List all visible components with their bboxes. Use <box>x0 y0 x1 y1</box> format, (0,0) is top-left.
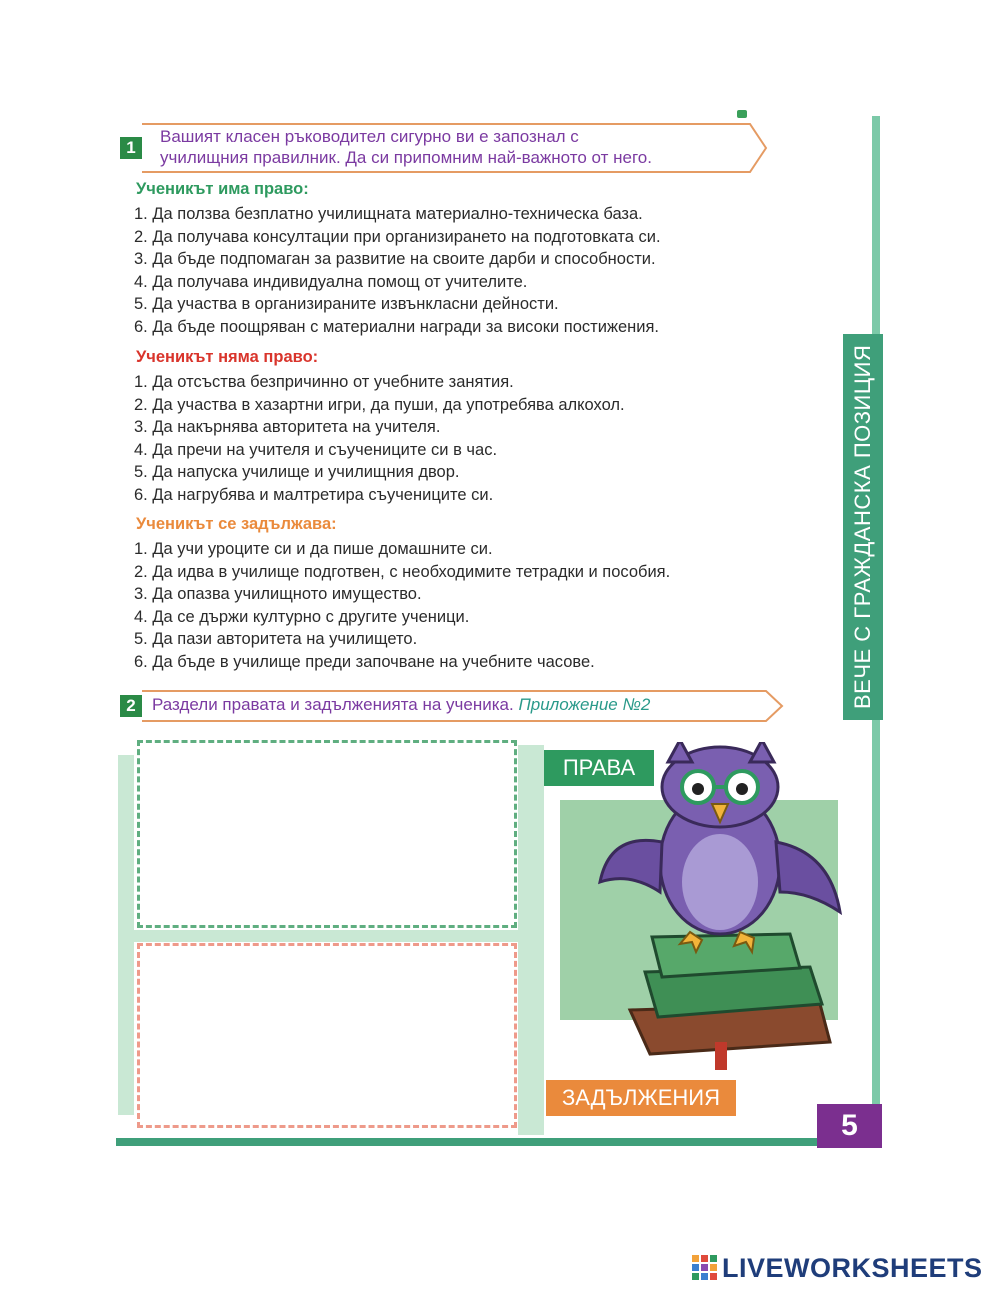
rights-item: 2. Да получава консултации при организирането на подготовката си. <box>134 227 661 246</box>
rights-item: 1. Да ползва безплатно училищната материално-техническа база. <box>134 205 643 223</box>
prohibitions-item: 6. Да нагрубява и малтретира съучениците си. <box>134 485 494 504</box>
duties-item: 6. Да бъде в училище преди започване на учебните часове. <box>134 652 595 671</box>
side-label: ВЕЧЕ С ГРАЖДАНСКА ПОЗИЦИЯ <box>850 344 875 710</box>
prohibitions-item: 1. Да отсъства безпричинно от учебните занятия. <box>134 373 514 391</box>
rights-item: 6. Да бъде поощряван с материални награди за високи постижения. <box>134 317 660 336</box>
liveworksheets-logo <box>692 1252 983 1284</box>
task2-text: Раздели правата и задълженията на ученика. <box>152 695 514 714</box>
task1-banner <box>120 120 770 180</box>
task2-instruction <box>152 694 650 716</box>
task1-instruction-line1: Вашият класен ръководител сигурно ви е запознал с <box>160 127 579 146</box>
prohibitions-item: 2. Да участва в хазартни игри, да пуши, да употребява алкохол. <box>134 395 625 414</box>
liveworksheets-logo-text: LIVEWORKSHEETS <box>722 1252 983 1283</box>
duties-item: 5. Да пази авторитета на училището. <box>134 630 418 648</box>
rights-item: 4. Да получава индивидуална помощ от учителите. <box>134 272 528 291</box>
duties-list <box>134 538 670 673</box>
duties-item: 1. Да учи уроците си и да пише домашните си. <box>134 540 493 558</box>
page-number: 5 <box>817 1104 882 1148</box>
prohibitions-list <box>134 371 625 506</box>
duties-item: 2. Да идва в училище подготвен, с необходимите тетрадки и пособия. <box>134 562 671 581</box>
duties-label: ЗАДЪЛЖЕНИЯ <box>546 1080 736 1116</box>
rights-item: 3. Да бъде подпомаган за развитие на своите дарби и способности. <box>134 250 656 268</box>
prohibitions-item: 3. Да накърнява авторитета на учителя. <box>134 418 441 436</box>
prohibitions-heading: Ученикът няма право: <box>136 348 319 366</box>
task1-number: 1 <box>120 137 142 159</box>
task2-number: 2 <box>120 695 142 717</box>
duties-drop-box[interactable] <box>137 943 517 1128</box>
prohibitions-item: 5. Да напуска училище и училищния двор. <box>134 463 460 481</box>
task1-instruction-line2: училищния правилник. Да си припомним най-важното от него. <box>160 148 652 167</box>
duties-heading: Ученикът се задължава: <box>136 515 337 533</box>
rights-list <box>134 203 661 338</box>
rights-drop-box[interactable] <box>137 740 517 928</box>
rights-item: 5. Да участва в организираните извънкласни дейности. <box>134 295 559 313</box>
owl-on-books-illustration <box>590 742 850 1072</box>
rights-heading: Ученикът има право: <box>136 180 309 198</box>
duties-item: 3. Да опазва училищното имущество. <box>134 585 422 603</box>
corner-mark <box>737 110 747 118</box>
task2-banner <box>120 688 790 724</box>
rights-label: ПРАВА <box>544 750 654 786</box>
sort-area-horizontal-strip <box>118 930 538 942</box>
bottom-border-line <box>116 1138 818 1146</box>
liveworksheets-logo-icon <box>692 1255 718 1281</box>
duties-item: 4. Да се държи културно с другите ученици. <box>134 607 470 626</box>
prohibitions-item: 4. Да пречи на учителя и съучениците си в час. <box>134 440 498 459</box>
task2-appendix: Приложение №2 <box>518 695 651 714</box>
